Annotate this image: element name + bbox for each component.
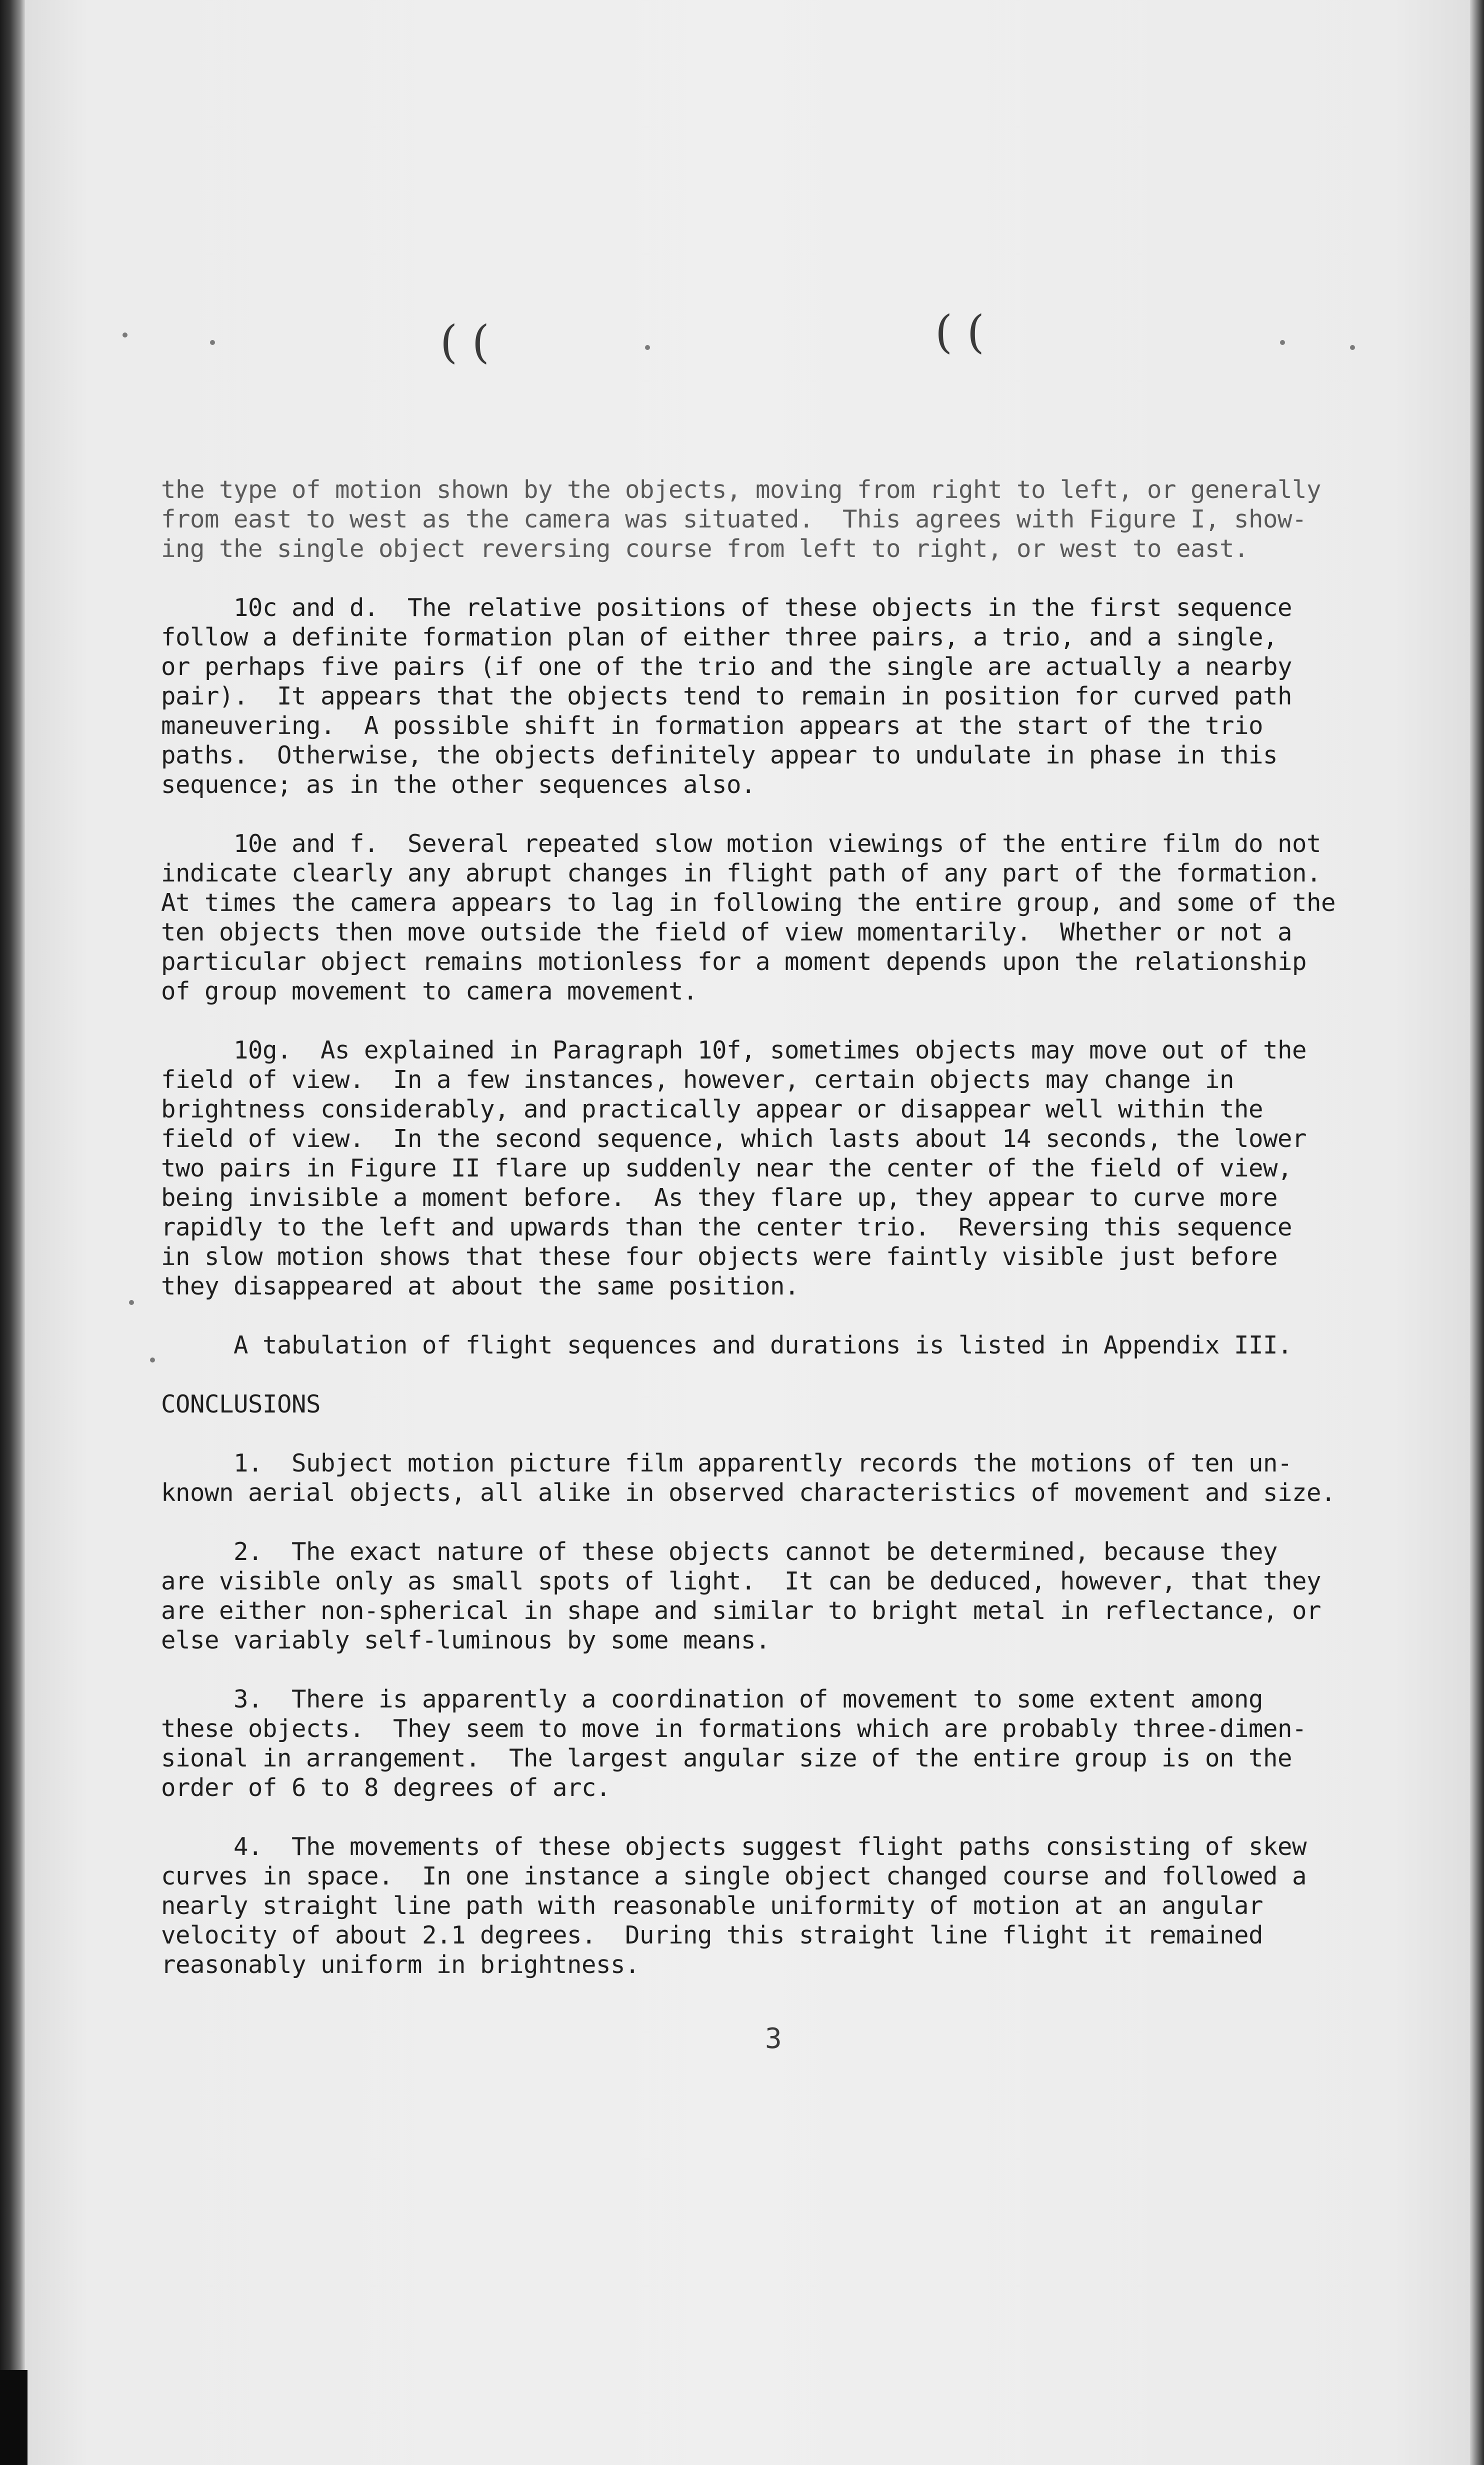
film-speck: [1280, 340, 1285, 345]
page-number: 3: [765, 2022, 782, 2055]
paragraph-10c-d: 10c and d. The relative positions of these objects in the first sequence follow a definite formation plan of either three pairs, a trio, and a single, or perhaps five pairs (if one of the trio and the single are actually a nearby pair). It appears that the objects tend to remain in position for curved path maneuvering. A possible shift in formation appears at the start of the trio paths. Otherwise, the objects definitely appear to undulate in phase in this sequence; as in the other sequences also.: [161, 594, 1292, 799]
film-speck: [210, 340, 215, 345]
conclusions-heading: CONCLUSIONS: [161, 1390, 321, 1418]
punch-hole-mark-left: ( (: [440, 316, 490, 368]
film-speck: [1350, 345, 1355, 350]
paragraph-tabulation: A tabulation of flight sequences and durations is listed in Appendix III.: [161, 1331, 1292, 1360]
film-speck: [645, 345, 650, 350]
punch-hole-mark-right: ( (: [935, 306, 984, 358]
conclusion-3: 3. There is apparently a coordination of movement to some extent among these objects. They seem to move in formations which are probably three-dimen- sional in arrangement. The largest angular size of the entire group is on the order of 6 to 8 degrees of arc.: [161, 1685, 1307, 1802]
paragraph-10g: 10g. As explained in Paragraph 10f, sometimes objects may move out of the field of view. In a few instances, however, certain objects may change in brightness considerably, and practically appear or disappear well within the field of view. In the second sequence, which lasts about 14 seconds, the lower two pairs in Figure II flare up suddenly near the center of the field of view, being invisible a moment before. As they flare up, they appear to curve more rapidly to the left and upwards than the center trio. Reversing this sequence in slow motion shows that these four objects were faintly visible just before they disappeared at about the same position.: [161, 1036, 1307, 1300]
film-edge-left-dark: [0, 2370, 28, 2465]
conclusion-4: 4. The movements of these objects suggest flight paths consisting of skew curves in space. In one instance a single object changed course and followed a nearly straight line path with reasonable uniformity of motion at an angular velocity of about 2.1 degrees. During this straight line flight it remained reasonably uniform in brightness.: [161, 1832, 1307, 1979]
document-body: [161, 475, 1391, 2009]
conclusion-1: 1. Subject motion picture film apparently records the motions of ten un- known aerial objects, all alike in observed characteristics of movement and size.: [161, 1449, 1336, 1507]
paragraph-10e-f: 10e and f. Several repeated slow motion viewings of the entire film do not indicate clearly any abrupt changes in flight path of any part of the formation. At times the camera appears to lag in following the entire group, and some of the ten objects then move outside the field of view momentarily. Whether or not a particular object remains motionless for a moment depends upon the relationship of group movement to camera movement.: [161, 830, 1336, 1006]
film-speck: [150, 1358, 155, 1362]
paragraph-motion-direction: the type of motion shown by the objects, moving from right to left, or generally from east to west as the camera was situated. This agrees with Figure I, show- ing the single object reversing course from left to right, or west to east.: [161, 476, 1322, 563]
film-speck: [122, 332, 128, 338]
film-edge-right: [1470, 0, 1484, 2465]
conclusion-2: 2. The exact nature of these objects cannot be determined, because they are visible only as small spots of light. It can be deduced, however, that they are either non-spherical in shape and similar to bright metal in reflectance, or else variably self-luminous by some means.: [161, 1538, 1322, 1654]
film-edge-left: [0, 0, 25, 2465]
film-speck: [129, 1300, 134, 1305]
